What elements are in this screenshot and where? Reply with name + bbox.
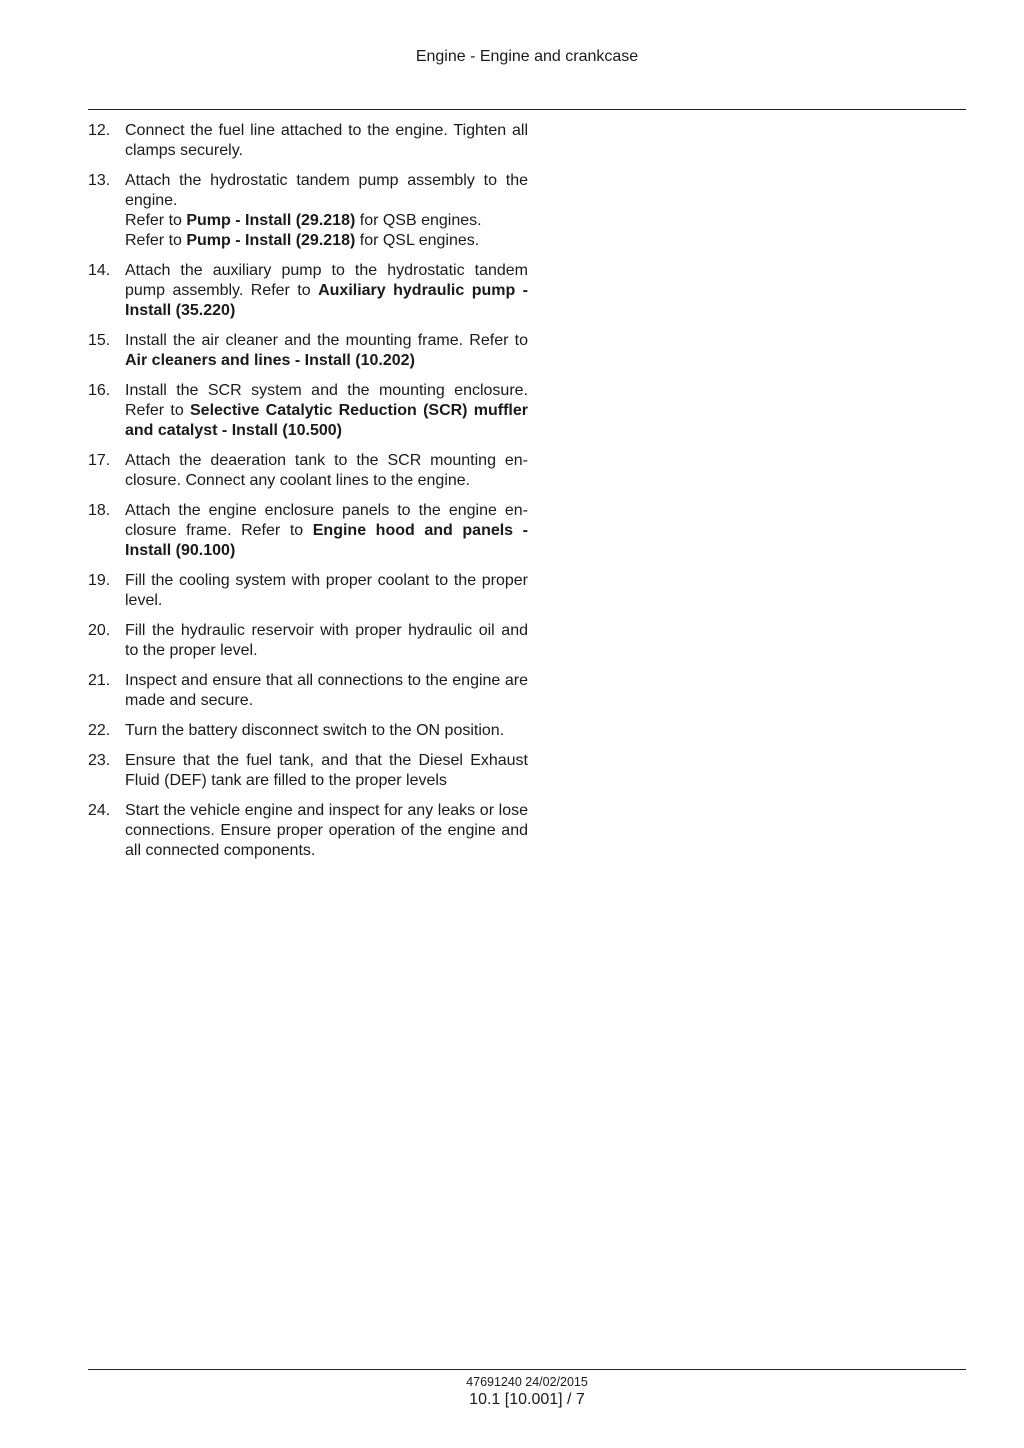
step-text-segment: Refer to [125, 212, 187, 229]
step-line [125, 231, 528, 251]
step-text-segment: Install the SCR system and the mounting enclosure. Refer to [125, 382, 528, 419]
step-line [125, 331, 528, 371]
step-number: 21. [88, 672, 111, 689]
step-text [125, 671, 528, 711]
step-text [125, 501, 528, 561]
footer-divider [88, 1369, 966, 1370]
step-number: 20. [88, 622, 111, 639]
procedure-step [88, 331, 528, 371]
step-text [125, 451, 528, 491]
step-text [125, 571, 528, 611]
cross-reference-text: Air cleaners and lines - Install (10.202) [125, 352, 415, 369]
step-text-segment: Connect the fuel line attached to the engine. Tighten all clamps securely. [125, 122, 528, 159]
step-text [125, 121, 528, 161]
step-number: 12. [88, 122, 111, 139]
step-number: 24. [88, 802, 111, 819]
procedure-step [88, 721, 528, 741]
step-text-segment: Start the vehicle engine and inspect for any leaks or lose connections. Ensure proper operation of the engine and all connected components. [125, 802, 528, 859]
step-number: 18. [88, 502, 111, 519]
procedure-step [88, 451, 528, 491]
step-text-segment: for QSL engines. [355, 232, 480, 249]
step-line [125, 721, 528, 741]
step-text-segment: Attach the hydrostatic tandem pump assembly to the engine. [125, 172, 528, 209]
step-text [125, 331, 528, 371]
step-text [125, 751, 528, 791]
cross-reference-text: Selective Catalytic Reduction (SCR) muffler and catalyst - Install (10.500) [125, 402, 529, 439]
step-text-segment: Install the air cleaner and the mounting frame. Refer to [125, 332, 528, 349]
procedure-step [88, 261, 528, 321]
step-number: 17. [88, 452, 111, 469]
step-text-segment: Fill the cooling system with proper coolant to the proper level. [125, 572, 528, 609]
step-text-segment: for QSB engines. [355, 212, 482, 229]
cross-reference-text: Engine hood and panels - Install (90.100) [125, 522, 528, 559]
procedure-step [88, 501, 528, 561]
step-text-segment: Refer to [125, 232, 187, 249]
cross-reference-text: Auxiliary hydraulic pump - Install (35.220) [125, 282, 529, 319]
step-text [125, 171, 528, 251]
step-text [125, 721, 528, 741]
footer-page-reference: 10.1 [10.001] / 7 [469, 1391, 585, 1408]
step-text-segment: Attach the deaeration tank to the SCR mounting enclosure. Connect any coolant lines to the engine. [125, 452, 528, 489]
step-line [125, 621, 528, 661]
step-number: 16. [88, 382, 111, 399]
cross-reference-text: Pump - Install (29.218) [186, 232, 356, 249]
page-header-title: Engine - Engine and crankcase [415, 48, 639, 65]
step-line [125, 381, 528, 441]
step-line [125, 571, 528, 611]
procedure-steps-list [88, 121, 528, 871]
header-divider [88, 109, 966, 110]
step-number: 19. [88, 572, 111, 589]
step-text-segment: Inspect and ensure that all connections to the engine are made and secure. [125, 672, 528, 709]
step-number: 23. [88, 752, 111, 769]
step-number: 22. [88, 722, 111, 739]
procedure-step [88, 121, 528, 161]
step-number: 15. [88, 332, 111, 349]
step-text [125, 801, 528, 861]
step-text [125, 381, 528, 441]
step-text-segment: Attach the engine enclosure panels to the engine enclosure frame. Refer to [125, 502, 528, 539]
step-line [125, 451, 528, 491]
step-line [125, 261, 528, 321]
procedure-step [88, 801, 528, 861]
cross-reference-text: Pump - Install (29.218) [186, 212, 356, 229]
step-text [125, 621, 528, 661]
step-text [125, 261, 528, 321]
step-line [125, 671, 528, 711]
step-line [125, 751, 528, 791]
step-text-segment: Turn the battery disconnect switch to the ON position. [125, 722, 505, 739]
step-text-segment: Attach the auxiliary pump to the hydrostatic tandem pump assembly. Refer to [125, 262, 528, 299]
procedure-step [88, 751, 528, 791]
step-line [125, 801, 528, 861]
procedure-step [88, 381, 528, 441]
step-text-segment: Ensure that the fuel tank, and that the Diesel Exhaust Fluid (DEF) tank are filled to the proper levels [125, 752, 528, 789]
step-line [125, 171, 528, 211]
step-number: 14. [88, 262, 111, 279]
procedure-step [88, 571, 528, 611]
step-line [125, 121, 528, 161]
procedure-step [88, 171, 528, 251]
step-number: 13. [88, 172, 111, 189]
procedure-step [88, 671, 528, 711]
step-line [125, 211, 528, 231]
step-line [125, 501, 528, 561]
step-text-segment: Fill the hydraulic reservoir with proper hydraulic oil and to the proper level. [125, 622, 528, 659]
procedure-step [88, 621, 528, 661]
footer-document-reference: 47691240 24/02/2015 [466, 1375, 588, 1389]
